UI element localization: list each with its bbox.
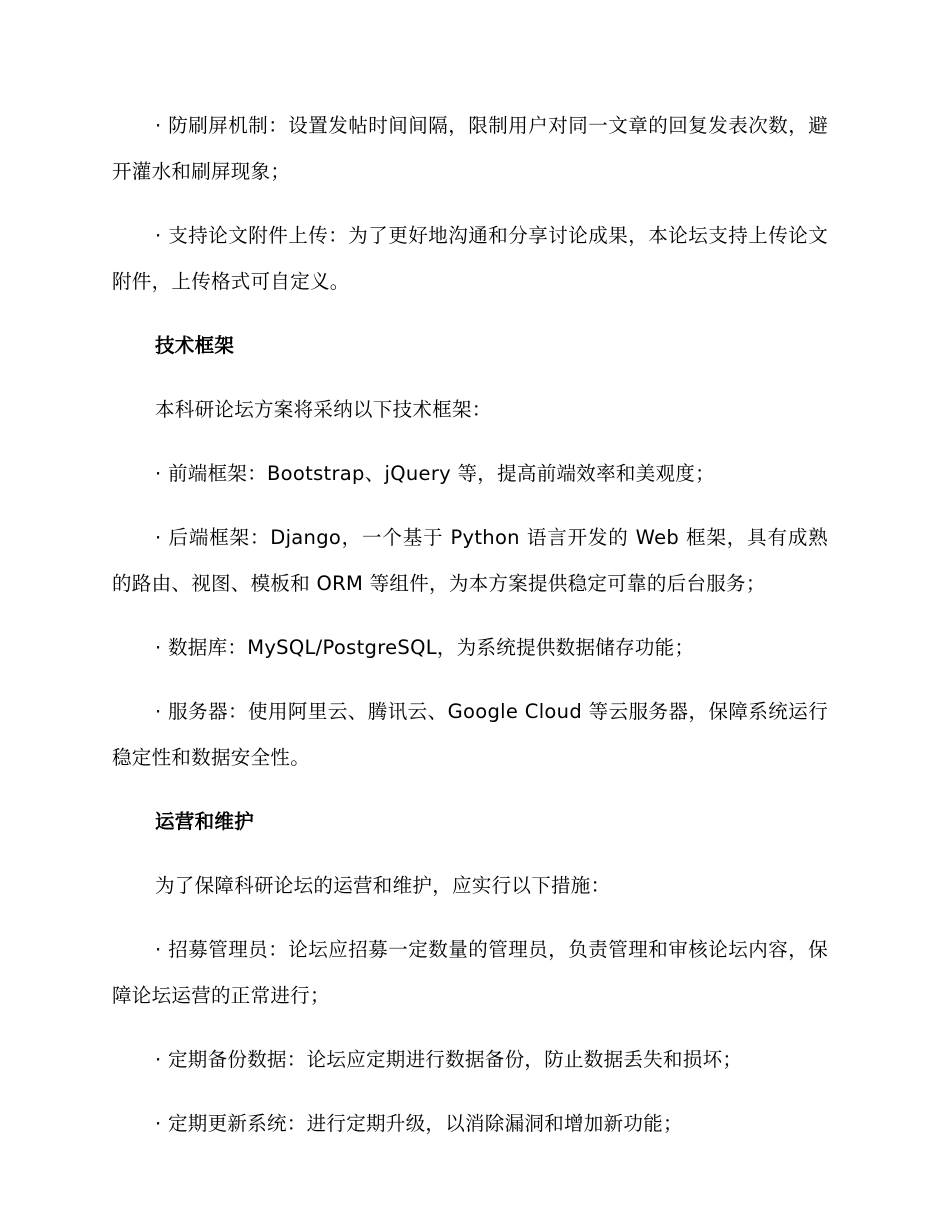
paragraph-system-update: · 定期更新系统：进行定期升级，以消除漏洞和增加新功能；: [155, 1112, 683, 1135]
paragraph-attachment-upload: · 支持论文附件上传：为了更好地沟通和分享讨论成果，本论坛支持上传论文附件，上传格式可自定义。: [112, 224, 828, 293]
paragraph-frontend: · 前端框架：Bootstrap、jQuery 等，提高前端效率和美观度；: [155, 462, 715, 485]
paragraph-data-backup: · 定期备份数据：论坛应定期进行数据备份，防止数据丢失和损坏；: [155, 1048, 743, 1071]
section-heading-operations: 运营和维护: [155, 810, 255, 833]
section-heading-tech-framework: 技术框架: [155, 334, 235, 357]
paragraph-backend: · 后端框架：Django，一个基于 Python 语言开发的 Web 框架，具有成熟的路由、视图、模板和 ORM 等组件，为本方案提供稳定可靠的后台服务；: [112, 526, 828, 595]
paragraph-operations-intro: 为了保障科研论坛的运营和维护，应实行以下措施：: [155, 874, 611, 897]
document-body: [112, 103, 828, 1165]
paragraph-recruit-admins: · 招募管理员：论坛应招募一定数量的管理员，负责管理和审核论坛内容，保障论坛运营的正常进行；: [112, 938, 828, 1007]
paragraph-database: · 数据库：MySQL/PostgreSQL，为系统提供数据储存功能；: [155, 636, 695, 659]
paragraph-anti-spam: · 防刷屏机制：设置发帖时间间隔，限制用户对同一文章的回复发表次数，避开灌水和刷屏现象；: [112, 114, 828, 183]
paragraph-server: · 服务器：使用阿里云、腾讯云、Google Cloud 等云服务器，保障系统运行稳定性和数据安全性。: [112, 700, 828, 769]
paragraph-tech-intro: 本科研论坛方案将采纳以下技术框架：: [155, 398, 492, 421]
